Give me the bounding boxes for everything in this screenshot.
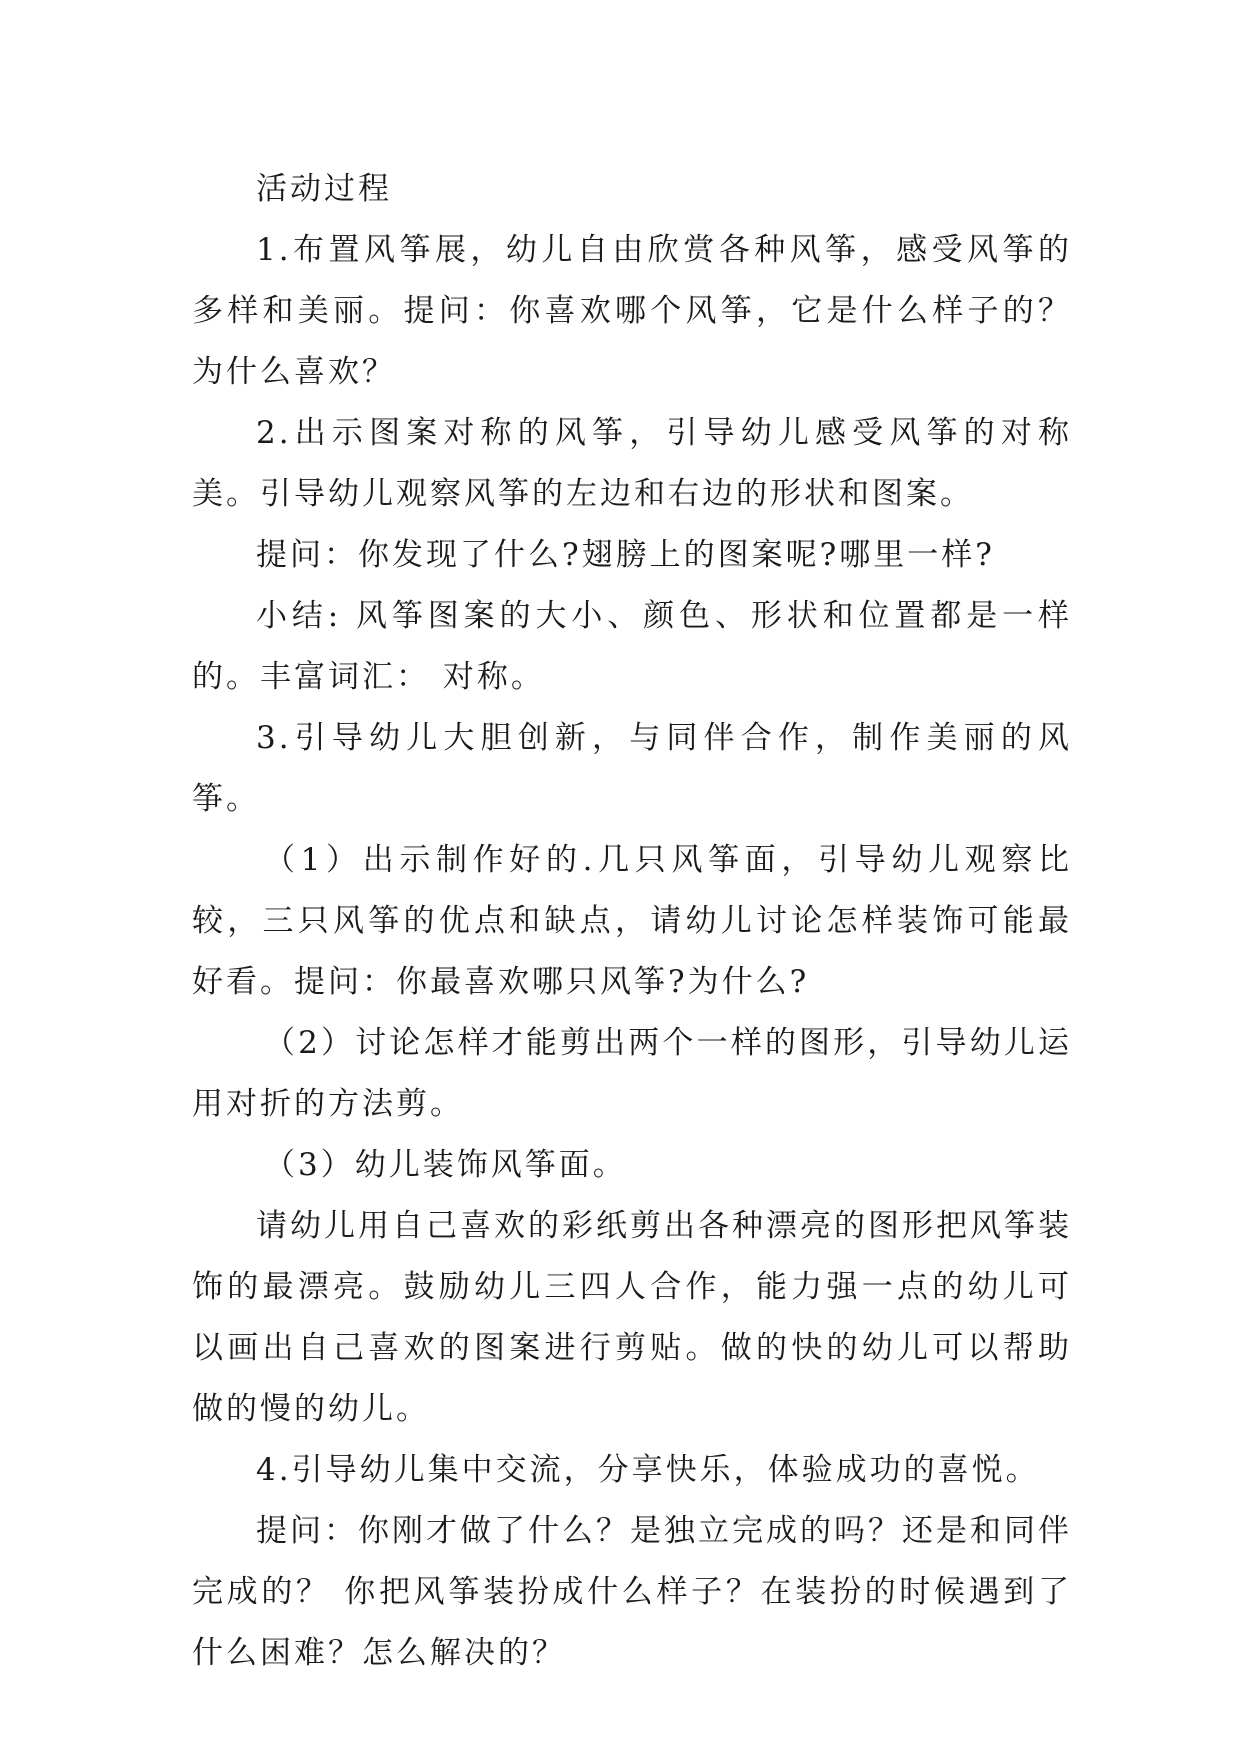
section-heading: 活动过程 (256, 171, 392, 207)
paragraph-question-2: 提问：你刚才做了什么？是独立完成的吗？还是和同伴完成的？ 你把风筝装扮成什么样子？在装扮的时候遇到了什么困难？怎么解决的？ (192, 1513, 1072, 1671)
paragraph-step-1: 1.布置风筝展，幼儿自由欣赏各种风筝，感受风筝的多样和美丽。提问：你喜欢哪个风筝，它是什么样子的？为什么喜欢？ (192, 232, 1072, 390)
paragraph-step-4: 4.引导幼儿集中交流，分享快乐，体验成功的喜悦。 (256, 1452, 1040, 1488)
paragraph-step-2: 2.出示图案对称的风筝，引导幼儿感受风筝的对称美。引导幼儿观察风筝的左边和右边的形状和图案。 (192, 415, 1072, 512)
document-body (192, 159, 1072, 1684)
paragraph-summary: 小结: 风筝图案的大小、颜色、形状和位置都是一样的。丰富词汇： 对称。 (192, 598, 1072, 695)
paragraph-question-1: 提问：你发现了什么?翅膀上的图案呢?哪里一样? (256, 537, 995, 573)
paragraph-substep-2: （2）讨论怎样才能剪出两个一样的图形，引导幼儿运用对折的方法剪。 (192, 1025, 1072, 1122)
paragraph-substep-3: （3）幼儿装饰风筝面。 (264, 1147, 627, 1183)
paragraph-decorate: 请幼儿用自己喜欢的彩纸剪出各种漂亮的图形把风筝装饰的最漂亮。鼓励幼儿三四人合作，能力强一点的幼儿可以画出自己喜欢的图案进行剪贴。做的快的幼儿可以帮助做的慢的幼儿。 (192, 1208, 1072, 1427)
paragraph-step-3: 3.引导幼儿大胆创新，与同伴合作，制作美丽的风筝。 (192, 720, 1072, 817)
paragraph-substep-1: （1）出示制作好的.几只风筝面，引导幼儿观察比较，三只风筝的优点和缺点，请幼儿讨论怎样装饰可能最好看。提问：你最喜欢哪只风筝?为什么? (192, 842, 1072, 1000)
